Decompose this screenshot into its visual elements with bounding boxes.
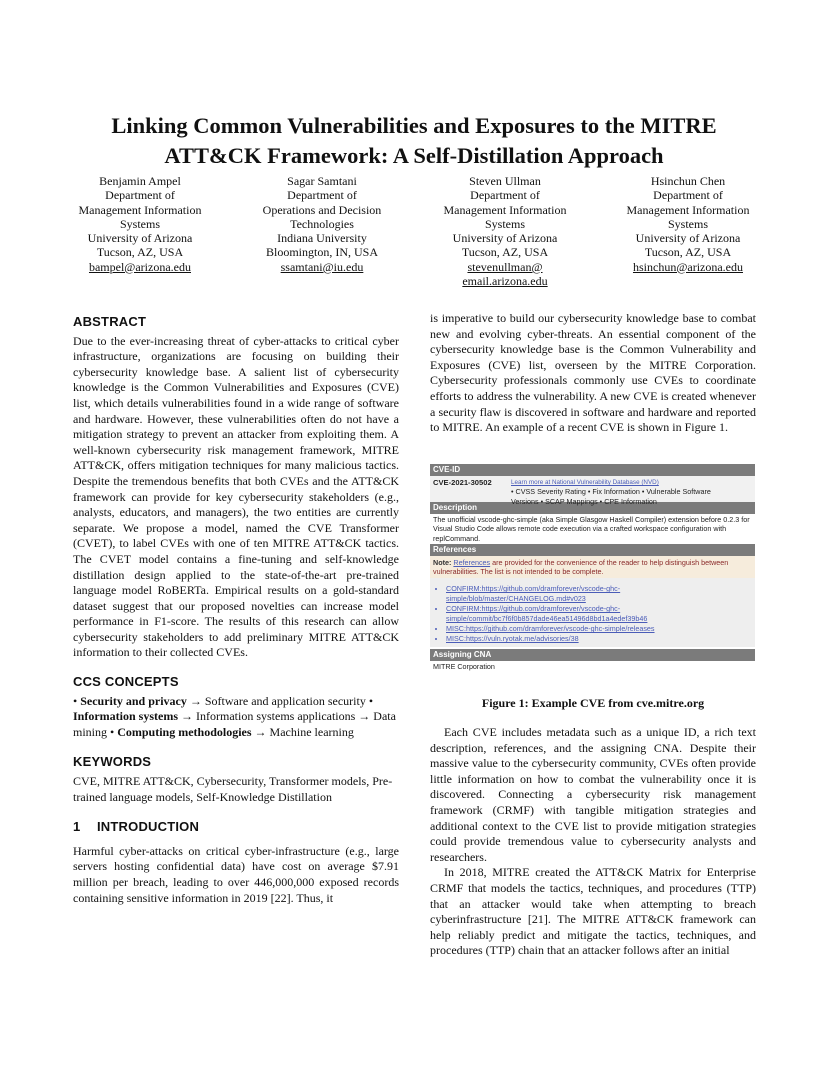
title-line-2: ATT&CK Framework: A Self-Distillation Approach [164,143,664,168]
author-location: Bloomington, IN, USA [265,245,378,260]
author-dept: Technologies [290,216,354,231]
author-dept: Systems [484,216,525,231]
abstract-heading: ABSTRACT [73,314,147,329]
ccs-term: Security and privacy [80,693,187,708]
ccs-path: → Information systems applications → Data mining • [73,709,396,739]
intro-heading [73,819,399,835]
author-email-link[interactable]: hsinchun@arizona.edu [632,259,743,274]
ccs-term: Computing methodologies [117,724,252,739]
author-2 [237,174,407,274]
intro-paragraph-1-continued: is imperative to build our cybersecurity knowledge base to combat new and evolving cyber-threats. An essential component of the cybersecurity knowledge base is the Common Vulnerability and Exposures (CVE) list, overseen by the MITRE Corporation. Cybersecurity professionals commonly use CVEs to coordinate efforts to address the vulnerability. A new CVE is created whenever a security flaw is discovered in software and hardware and reported to MITRE. An example of a recent CVE is shown in Figure 1. [430,311,756,435]
author-affiliation: University of Arizona [452,231,558,246]
nvd-info [511,478,752,506]
references-list-wrap [430,578,755,647]
ccs-text [73,694,399,741]
author-email-link[interactable]: ssamtani@iu.edu [280,259,364,274]
cna-text: MITRE Corporation [433,662,495,672]
author-dept: Management Information [78,202,202,217]
reference-link[interactable]: • MISC:https://vuln.ryotak.me/advisories/38 [446,634,755,644]
cve-id-header: CVE-ID [430,464,755,476]
author-dept: Systems [667,216,708,231]
references-note [430,556,755,579]
keywords-heading: KEYWORDS [73,754,152,770]
cve-id-row [430,476,755,506]
figure-caption: Figure 1: Example CVE from cve.mitre.org [481,696,705,710]
ccs-bullet: • [73,693,81,708]
author-1 [55,174,225,274]
author-affiliation: Indiana University [277,231,367,246]
author-dept: Management Information [443,202,567,217]
author-dept: Management Information [626,202,750,217]
author-email-link[interactable]: stevenullman@ [467,259,543,274]
left-column [73,314,399,906]
paper-title [60,111,768,171]
description-header: Description [430,502,755,514]
author-dept: Operations and Decision [262,202,382,217]
author-location: Tucson, AZ, USA [96,245,184,260]
section-title: INTRODUCTION [97,819,200,835]
keywords-text: CVE, MITRE ATT&CK, Cybersecurity, Transformer models, Pre-trained language models, Self-Knowledge Distillation [73,774,393,804]
author-name: Sagar Samtani [287,174,357,188]
author-email-link[interactable]: email.arizona.edu [462,274,548,289]
author-4 [603,174,773,274]
ccs-heading: CCS CONCEPTS [73,674,179,690]
note-link[interactable]: References [453,557,491,567]
author-name: Steven Ullman [469,174,541,188]
description-text: The unofficial vscode-ghc-simple (aka Simple Glasgow Haskell Compiler) extension before 0.2.3 for Visual Studio Code allows remote code execution via a crafted workspace configuration with replCommand. [433,515,750,543]
author-name: Hsinchun Chen [650,174,726,188]
author-dept: Department of [470,188,540,203]
ccs-term: Information systems [73,709,178,724]
author-dept: Department of [287,188,357,203]
intro-paragraph-2: Each CVE includes metadata such as a unique ID, a rich text description, references, and the assigning CNA. Despite their massive value to the cybersecurity community, CVEs often provide little information on how to combat the vulnerability once it is discovered. Connecting a cybersecurity risk management framework (CRMF) with tangible mitigation strategies and additional context to the CVE list to provide mitigation strategies could provide tremendous value to cybersecurity analysts and researchers. [430,725,756,864]
ccs-path: → Software and application security • [186,693,374,708]
right-column-top [430,311,756,436]
reference-link[interactable]: • CONFIRM:https://github.com/dramforever/vscode-ghc-simple/blob/master/CHANGELOG.md#v023 [446,584,755,604]
title-line-1: Linking Common Vulnerabilities and Exposures to the MITRE [111,113,717,138]
author-block [40,174,788,294]
cve-id-value: CVE-2021-30502 [433,478,492,487]
references-list [430,584,755,644]
note-label: Note: [433,557,452,567]
note-text: are provided for the convenience of the reader to help distinguish between vulnerabilities. The list is not intended to be complete. [433,557,729,577]
intro-paragraph-3: In 2018, MITRE created the ATT&CK Matrix for Enterprise CRMF that models the tactics, techniques, and procedures (TTP) that an attacker would take when attempting to breach cyberinfrastructure [21]. The MITRE ATT&CK framework can help reliably predict and mitigate the tactics, techniques, and procedures (TTP) chain that an attacker follows after an initial [430,865,756,958]
ccs-path: → Machine learning [251,724,354,739]
nvd-line-2: Versions • SCAP Mappings • CPE Information [511,496,657,506]
author-affiliation: University of Arizona [635,231,741,246]
author-name: Benjamin Ampel [99,174,181,188]
author-dept: Department of [653,188,723,203]
author-dept: Department of [105,188,175,203]
author-location: Tucson, AZ, USA [644,245,732,260]
author-affiliation: University of Arizona [87,231,193,246]
nvd-line-1: • CVSS Severity Rating • Fix Information • Vulnerable Software [511,487,711,497]
intro-paragraph-1: Harmful cyber-attacks on critical cyber-infrastructure (e.g., large servers hosting confidential data) have cost on average $7.91 million per breach, leading to over 446,000,000 exposed records containing sensitive information in 2019 [22]. Thus, it [73,843,399,905]
right-column-bottom [430,725,756,959]
nvd-link[interactable]: Learn more at National Vulnerability Database (NVD) [511,479,659,486]
author-email-link[interactable]: bampel@arizona.edu [88,259,191,274]
author-location: Tucson, AZ, USA [461,245,549,260]
references-header: References [430,544,755,556]
reference-link[interactable]: • MISC:https://github.com/dramforever/vscode-ghc-simple/releases [446,624,755,634]
reference-link[interactable]: • CONFIRM:https://github.com/dramforever/vscode-ghc-simple/commit/bc7f6f0b857dade46ea51496d8bd1a4edef39b46 [446,604,755,624]
abstract-text: Due to the ever-increasing threat of cyber-attacks to critical cyber infrastructure, organizations are focusing on building their cybersecurity knowledge base. A salient list of cybersecurity knowledge is the Common Vulnerabilities and Exposures (CVE) list, which details vulnerabilities found in a wide range of software and hardware. However, these vulnerabilities often do not have a mitigation strategy to prevent an attacker from exploiting them. A well-known cybersecurity risk management framework, MITRE ATT&CK, offers mitigation techniques for many malicious tactics. Despite the tremendous benefits that both CVEs and the ATT&CK framework can provide for key cybersecurity stakeholders (e.g., analysts, educators, and managers), the two entities are currently separate. We propose a model, named the CVE Transformer (CVET), to label CVEs with one of ten MITRE ATT&CK tactics. The CVET model contains a fine-tuning and self-knowledge distillation design applied to the state-of-the-art pre-trained language model RoBERTa. Empirical results on a gold-standard dataset suggest that our proposed novelties can increase model performance in F1-score. The results of this research can allow cybersecurity stakeholders to add preliminary MITRE ATT&CK information to their collected CVEs. [73,333,399,660]
cna-header: Assigning CNA [430,649,755,661]
cve-figure [430,464,755,693]
author-3 [420,174,590,288]
author-dept: Systems [119,216,160,231]
section-number: 1 [73,819,81,835]
